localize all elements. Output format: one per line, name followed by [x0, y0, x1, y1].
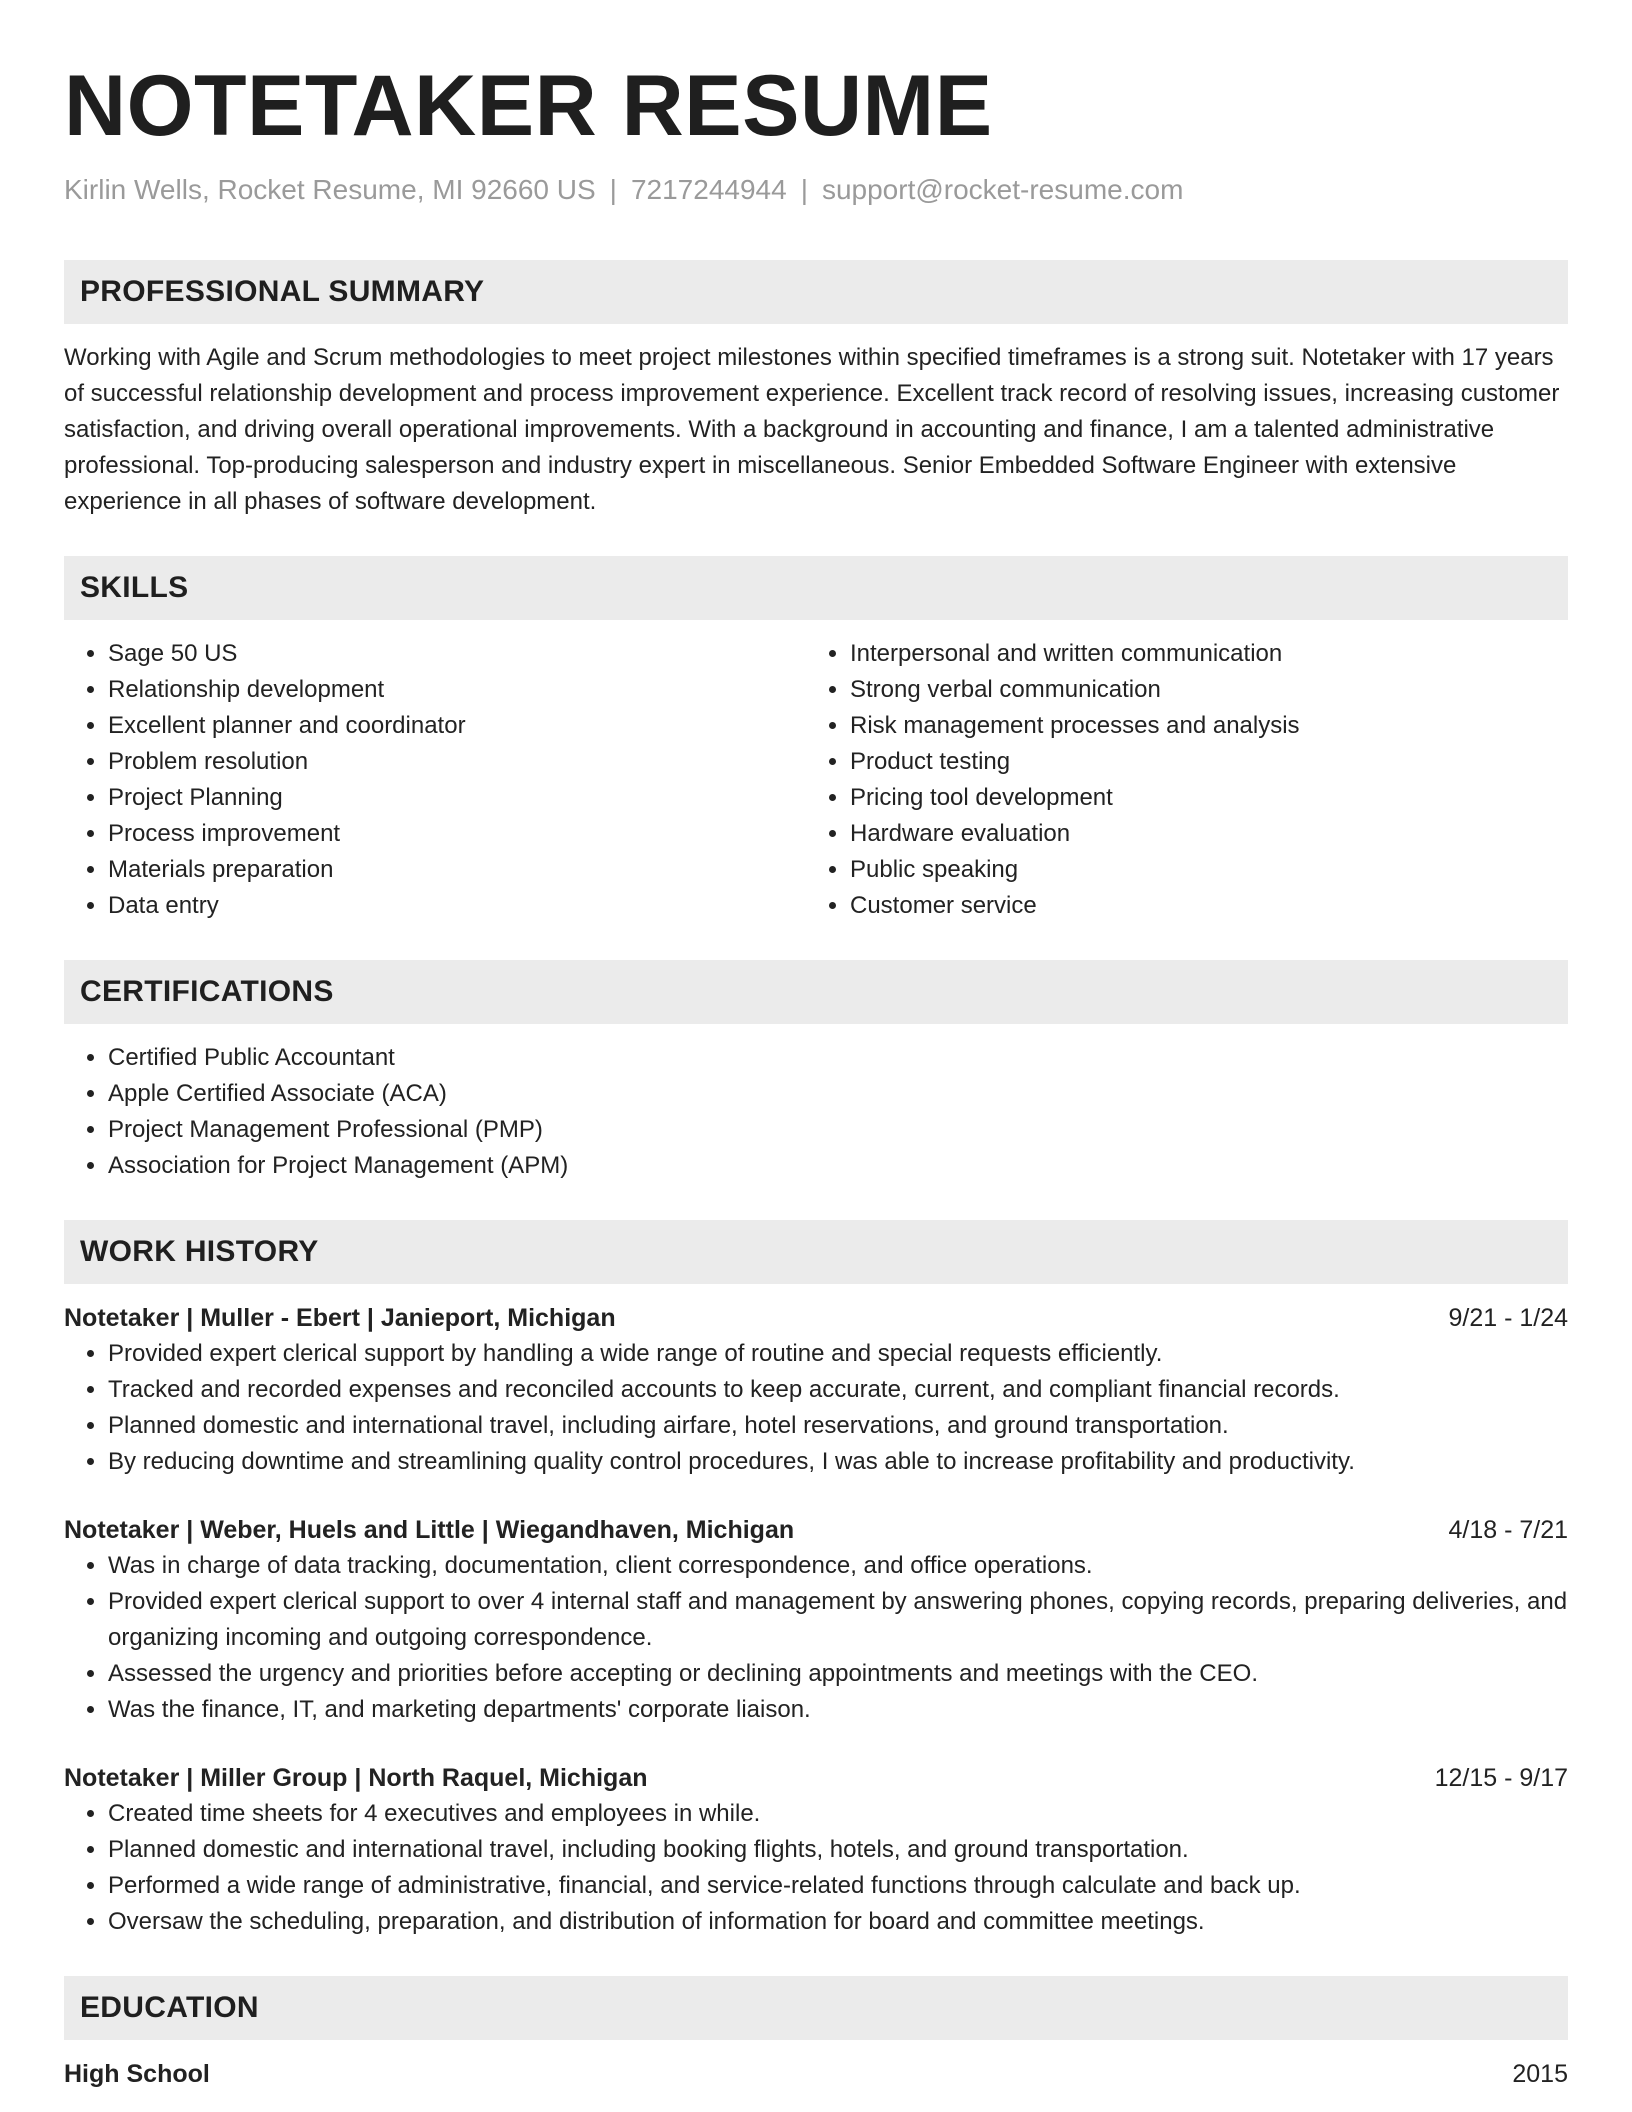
- summary-section: [64, 260, 1568, 520]
- education-section: [64, 1976, 1568, 2092]
- education-entry: [64, 2056, 1568, 2092]
- skill-item: • Project Planning: [108, 780, 806, 816]
- job-dates: 4/18 - 7/21: [1448, 1516, 1568, 1544]
- job-bullet: • Oversaw the scheduling, preparation, and distribution of information for board and committee meetings.: [108, 1904, 1568, 1940]
- skill-item: • Product testing: [850, 744, 1548, 780]
- job-bullet: • Provided expert clerical support to over 4 internal staff and management by answering phones, copying records, preparing deliveries, and organizing incoming and outgoing correspondence.: [108, 1584, 1568, 1656]
- job-bullet: • Planned domestic and international travel, including booking flights, hotels, and ground transportation.: [108, 1832, 1568, 1868]
- job-title: Notetaker | Weber, Huels and Little | Wiegandhaven, Michigan: [64, 1516, 795, 1544]
- job-bullet: • By reducing downtime and streamlining quality control procedures, I was able to increase profitability and productivity.: [108, 1444, 1568, 1480]
- certification-item: • Project Management Professional (PMP): [108, 1112, 1568, 1148]
- job-bullet: • Was the finance, IT, and marketing departments' corporate liaison.: [108, 1692, 1568, 1728]
- job-bullet: • Created time sheets for 4 executives and employees in while.: [108, 1796, 1568, 1832]
- summary-heading: PROFESSIONAL SUMMARY: [64, 260, 1568, 324]
- work-history-section: [64, 1220, 1568, 1940]
- job-entry: [64, 1760, 1568, 1940]
- job-bullet: • Planned domestic and international travel, including airfare, hotel reservations, and ground transportation.: [108, 1408, 1568, 1444]
- skill-item: • Excellent planner and coordinator: [108, 708, 806, 744]
- contact-phone: 7217244944: [630, 174, 787, 205]
- skill-item: • Interpersonal and written communication: [850, 636, 1548, 672]
- job-entry: [64, 1300, 1568, 1480]
- job-dates: 12/15 - 9/17: [1434, 1764, 1568, 1792]
- skill-item: • Public speaking: [850, 852, 1548, 888]
- work-history-heading: WORK HISTORY: [64, 1220, 1568, 1284]
- summary-text: Working with Agile and Scrum methodologies to meet project milestones within specified timeframes is a strong suit. Notetaker with 17 years of successful relationship development and process improvement experience. Excellent track record of resolving issues, increasing customer satisfaction, and driving overall operational improvements. With a background in accounting and finance, I am a talented administrative professional. Top-producing salesperson and industry expert in miscellaneous. Senior Embedded Software Engineer with extensive experience in all phases of software development.: [64, 344, 1560, 515]
- job-bullet: • Assessed the urgency and priorities before accepting or declining appointments and meetings with the CEO.: [108, 1656, 1568, 1692]
- contact-line: [64, 172, 1568, 208]
- skill-item: • Relationship development: [108, 672, 806, 708]
- contact-address: Kirlin Wells, Rocket Resume, MI 92660 US: [64, 174, 596, 205]
- job-title: Notetaker | Muller - Ebert | Janieport, Michigan: [64, 1304, 616, 1332]
- education-year: 2015: [1512, 2060, 1568, 2088]
- skill-item: • Strong verbal communication: [850, 672, 1548, 708]
- skills-column-left: [64, 636, 806, 924]
- education-heading: EDUCATION: [64, 1976, 1568, 2040]
- skills-column-right: [806, 636, 1548, 924]
- certifications-section: [64, 960, 1568, 1184]
- job-entry: [64, 1512, 1568, 1728]
- skill-item: • Data entry: [108, 888, 806, 924]
- skills-section: [64, 556, 1568, 924]
- skill-item: • Risk management processes and analysis: [850, 708, 1548, 744]
- skill-item: • Materials preparation: [108, 852, 806, 888]
- skills-heading: SKILLS: [64, 556, 1568, 620]
- skill-item: • Hardware evaluation: [850, 816, 1548, 852]
- contact-separator: |: [800, 174, 808, 205]
- skills-grid: [64, 636, 1568, 924]
- job-bullet: • Provided expert clerical support by handling a wide range of routine and special requests efficiently.: [108, 1336, 1568, 1372]
- contact-separator: |: [609, 174, 617, 205]
- certification-item: • Certified Public Accountant: [108, 1040, 1568, 1076]
- skill-item: • Pricing tool development: [850, 780, 1548, 816]
- certification-item: • Apple Certified Associate (ACA): [108, 1076, 1568, 1112]
- skill-item: • Process improvement: [108, 816, 806, 852]
- contact-email[interactable]: support@rocket-resume.com: [821, 174, 1184, 205]
- skill-item: • Customer service: [850, 888, 1548, 924]
- skill-item: • Sage 50 US: [108, 636, 806, 672]
- job-bullet: • Tracked and recorded expenses and reconciled accounts to keep accurate, current, and compliant financial records.: [108, 1372, 1568, 1408]
- resume-title: NOTETAKER RESUME: [64, 58, 993, 154]
- education-title: High School: [64, 2060, 210, 2088]
- certifications-heading: CERTIFICATIONS: [64, 960, 1568, 1024]
- job-bullet: • Was in charge of data tracking, documentation, client correspondence, and office operations.: [108, 1548, 1568, 1584]
- certification-item: • Association for Project Management (APM): [108, 1148, 1568, 1184]
- skill-item: • Problem resolution: [108, 744, 806, 780]
- job-dates: 9/21 - 1/24: [1448, 1304, 1568, 1332]
- resume-page: [64, 0, 1568, 2092]
- job-bullet: • Performed a wide range of administrative, financial, and service-related functions through calculate and back up.: [108, 1868, 1568, 1904]
- job-title: Notetaker | Miller Group | North Raquel, Michigan: [64, 1764, 648, 1792]
